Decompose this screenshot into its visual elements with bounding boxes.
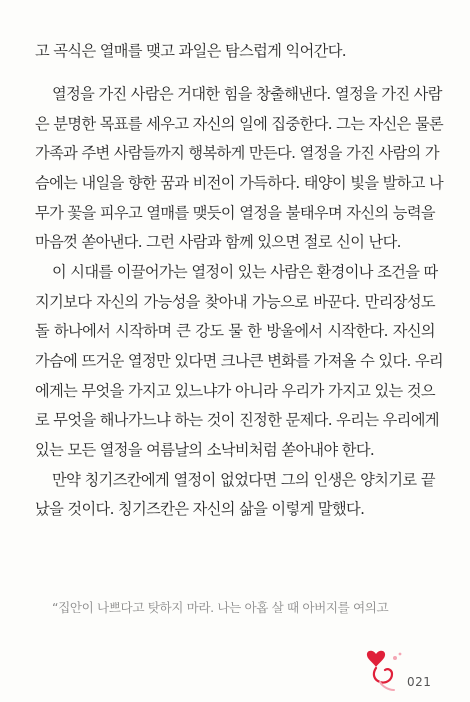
heart-swirl-icon <box>362 646 410 694</box>
body-line-9: 지기보다 자신의 가능성을 찾아내 가능으로 바꾼다. 만리장성도 <box>35 293 435 311</box>
body-line-1: 고 곡식은 열매를 맺고 과일은 탐스럽게 익어간다. <box>35 42 347 60</box>
body-line-14: 있는 모든 열정을 여름날의 소낙비처럼 쏟아내야 한다. <box>35 441 375 459</box>
body-line-16: 났을 것이다. 칭기즈칸은 자신의 삶을 이렇게 말했다. <box>35 500 365 518</box>
quote-line: “집안이 나쁘다고 탓하지 마라. 나는 아홉 살 때 아버지를 여의고 <box>52 600 389 615</box>
body-line-6: 무가 꽃을 피우고 열매를 맺듯이 열정을 불태우며 자신의 능력을 <box>35 204 435 222</box>
body-line-10: 돌 하나에서 시작하며 큰 강도 물 한 방울에서 시작한다. 자신의 <box>35 322 435 340</box>
body-line-15: 만약 칭기즈칸에게 열정이 없었다면 그의 인생은 양치기로 끝 <box>52 471 435 489</box>
page-number: 021 <box>407 675 432 689</box>
body-line-4: 가족과 주변 사람들까지 행복하게 만든다. 열정을 가진 사람의 가 <box>35 144 439 162</box>
body-line-11: 가슴에 뜨거운 열정만 있다면 크나큰 변화를 가져올 수 있다. 우리 <box>35 352 444 370</box>
body-line-7: 마음껏 쏟아낸다. 그런 사람과 함께 있으면 절로 신이 난다. <box>35 233 401 251</box>
body-line-5: 슴에는 내일을 향한 꿈과 비전이 가득하다. 태양이 빛을 발하고 나 <box>35 174 444 192</box>
body-line-3: 은 분명한 목표를 세우고 자신의 일에 집중한다. 그는 자신은 물론 <box>35 115 444 133</box>
body-line-8: 이 시대를 이끌어가는 열정이 있는 사람은 환경이나 조건을 따 <box>52 263 438 281</box>
body-line-13: 로 무엇을 해나가느냐 하는 것이 진정한 문제다. 우리는 우리에게 <box>35 411 439 429</box>
body-line-2: 열정을 가진 사람은 거대한 힘을 창출해낸다. 열정을 가진 사람 <box>52 85 442 103</box>
body-line-12: 에게는 무엇을 가지고 있느냐가 아니라 우리가 가지고 있는 것으 <box>35 382 435 400</box>
